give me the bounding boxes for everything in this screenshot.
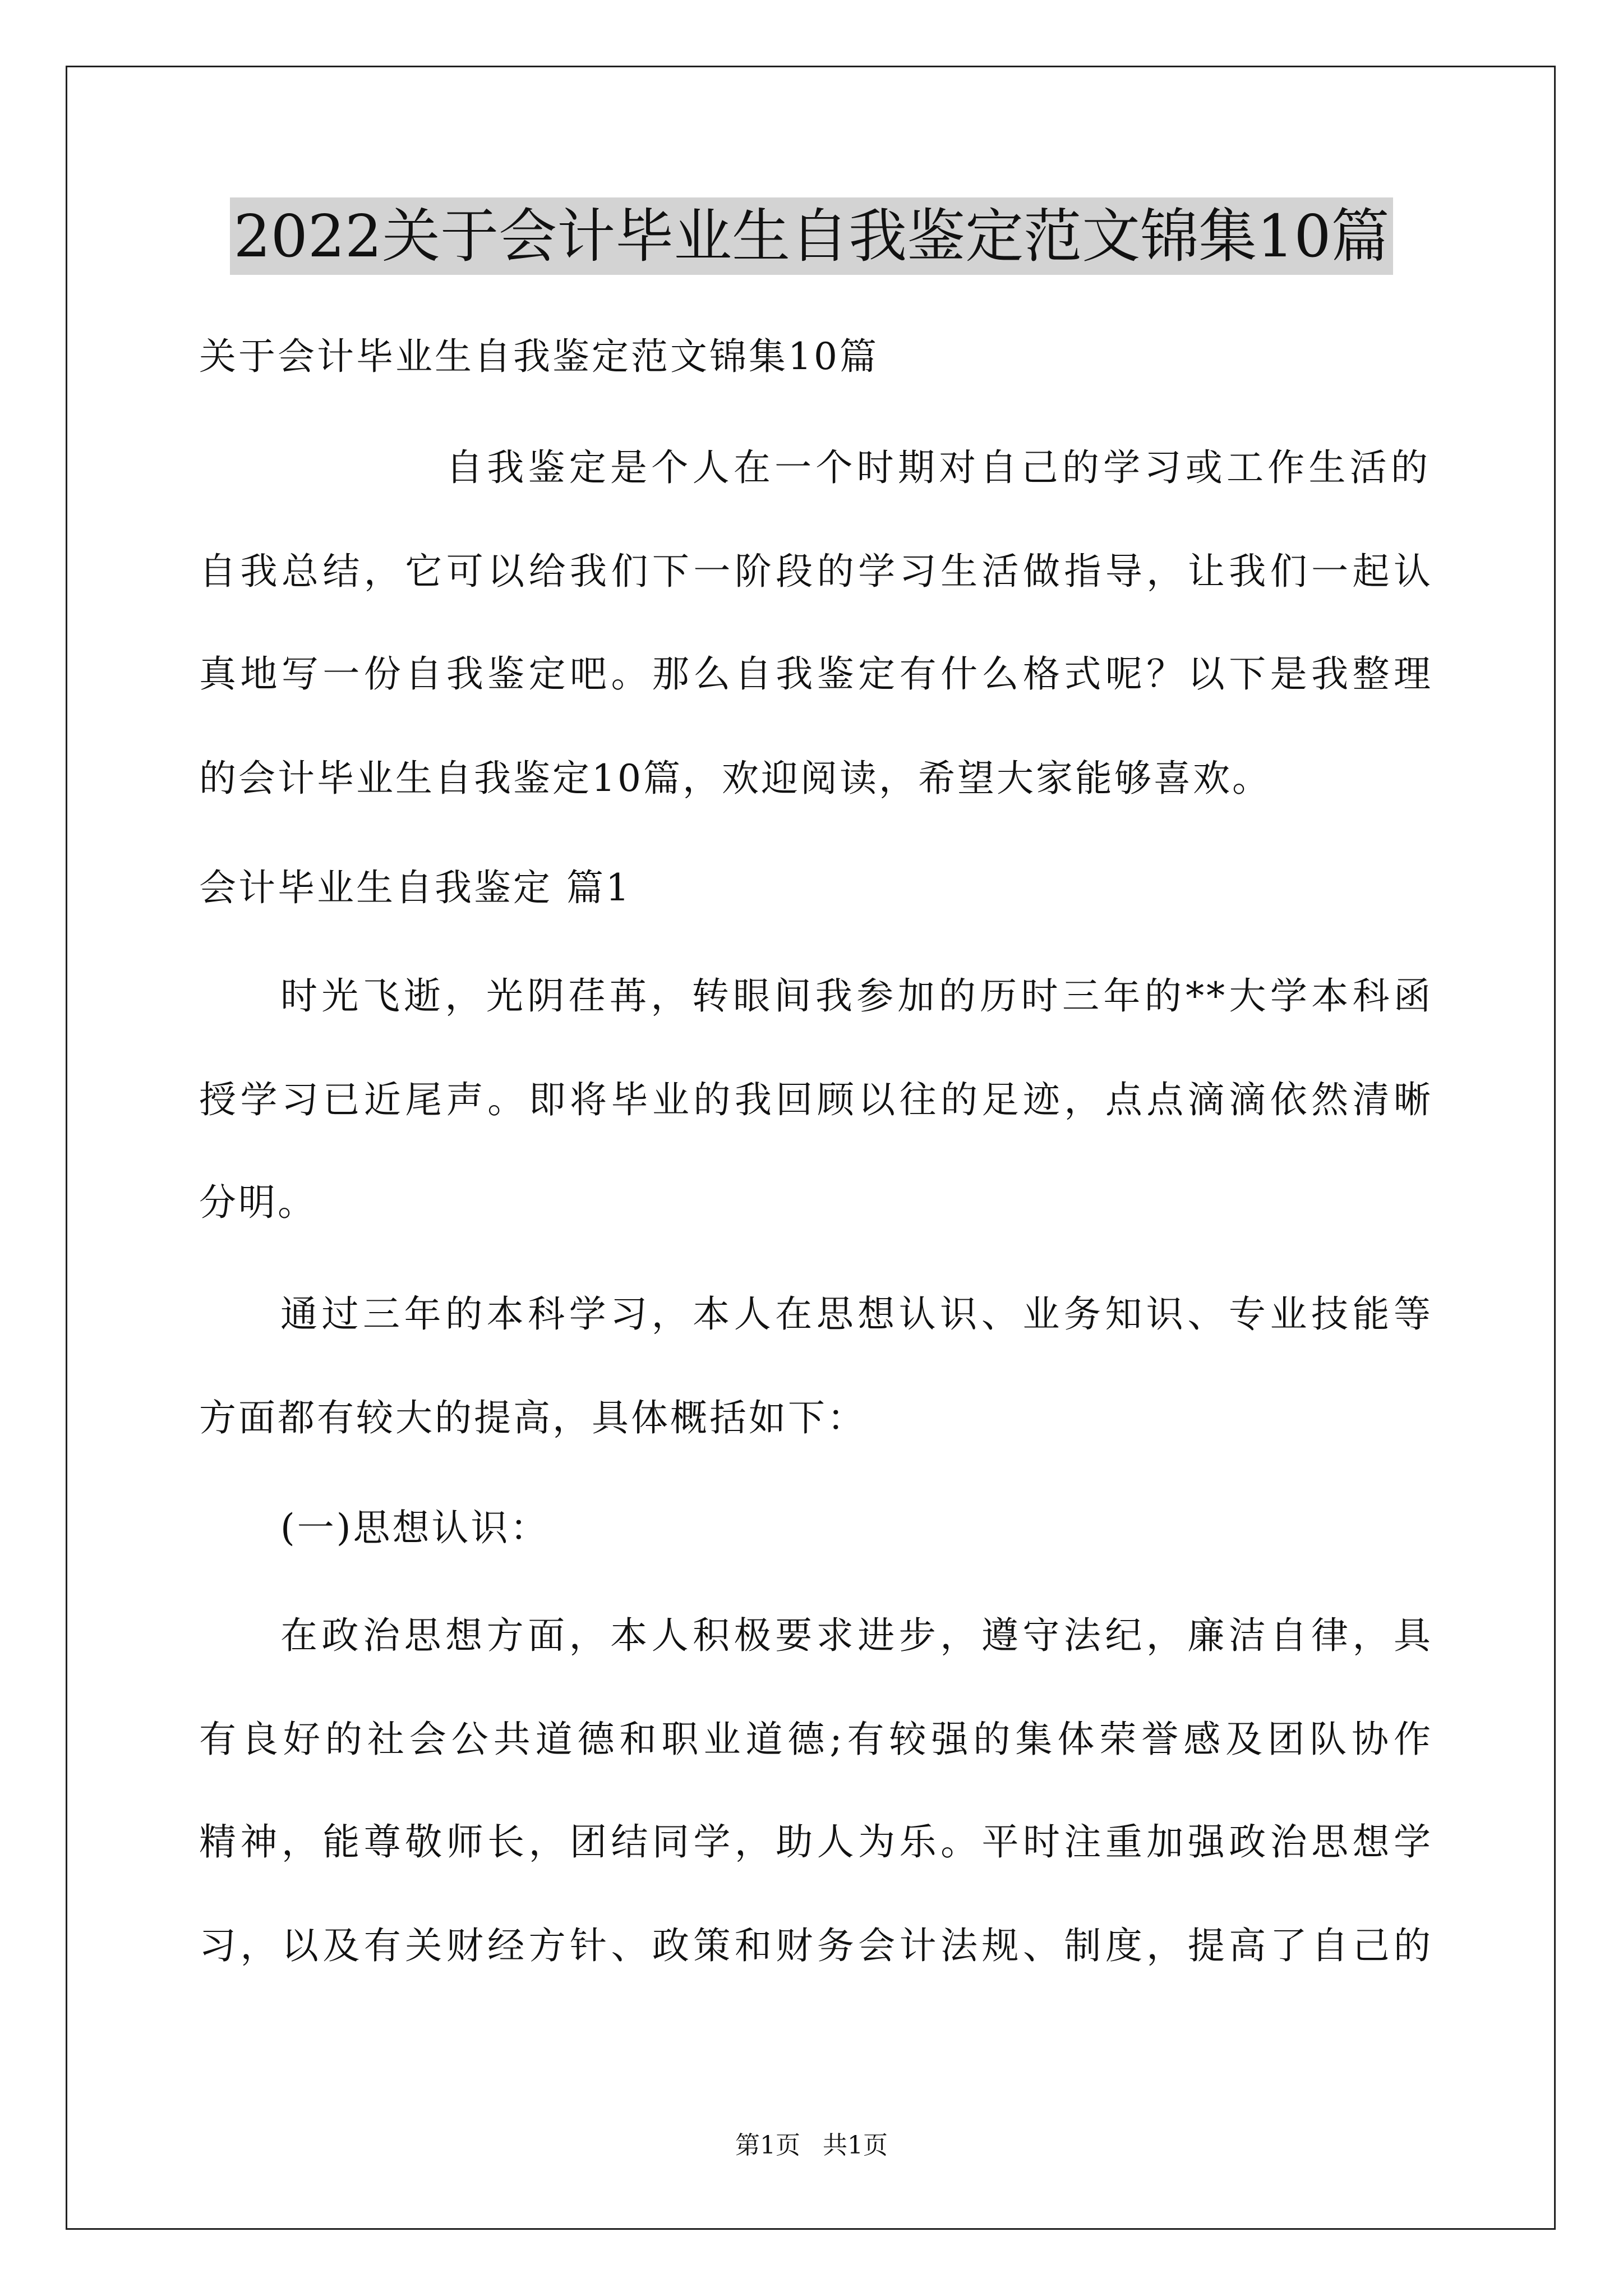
paragraph-line: 授学习已近尾声。即将毕业的我回顾以往的足迹，点点滴滴依然清晰 bbox=[199, 1078, 1433, 1121]
paragraph-line: 自我鉴定是个人在一个时期对自己的学习或工作生活的 bbox=[446, 446, 1430, 489]
subsection-heading: (一)思想认识： bbox=[280, 1506, 550, 1549]
paragraph-line: 自我总结，它可以给我们下一阶段的学习生活做指导，让我们一起认 bbox=[199, 550, 1433, 593]
section-heading: 会计毕业生自我鉴定 篇1 bbox=[199, 866, 631, 909]
page-footer bbox=[0, 2129, 1623, 2162]
paragraph-line: 真地写一份自我鉴定吧。那么自我鉴定有什么格式呢？以下是我整理 bbox=[199, 652, 1433, 696]
paragraph-line: 的会计毕业生自我鉴定10篇，欢迎阅读，希望大家能够喜欢。 bbox=[199, 757, 1271, 800]
page-total: 共1页 bbox=[823, 2131, 888, 2160]
paragraph-line: 通过三年的本科学习，本人在思想认识、业务知识、专业技能等 bbox=[280, 1292, 1433, 1336]
subtitle-line: 关于会计毕业生自我鉴定范文锦集10篇 bbox=[199, 335, 879, 378]
paragraph-line: 有良好的社会公共道德和职业道德;有较强的集体荣誉感及团队协作 bbox=[199, 1718, 1433, 1761]
paragraph-line: 精神，能尊敬师长，团结同学，助人为乐。平时注重加强政治思想学 bbox=[199, 1820, 1433, 1864]
paragraph-line: 在政治思想方面，本人积极要求进步，遵守法纪，廉洁自律，具 bbox=[280, 1614, 1433, 1657]
page-border bbox=[66, 66, 1556, 2230]
paragraph-line: 方面都有较大的提高，具体概括如下： bbox=[199, 1396, 866, 1439]
paragraph-line: 时光飞逝，光阴荏苒，转眼间我参加的历时三年的**大学本科函 bbox=[280, 974, 1433, 1018]
paragraph-line: 分明。 bbox=[199, 1181, 317, 1224]
title-wrap bbox=[0, 197, 1623, 275]
paragraph-line: 习，以及有关财经方针、政策和财务会计法规、制度，提高了自己的 bbox=[199, 1924, 1433, 1967]
document-title: 2022关于会计毕业生自我鉴定范文锦集10篇 bbox=[230, 197, 1393, 275]
page-number: 第1页 bbox=[735, 2131, 800, 2160]
